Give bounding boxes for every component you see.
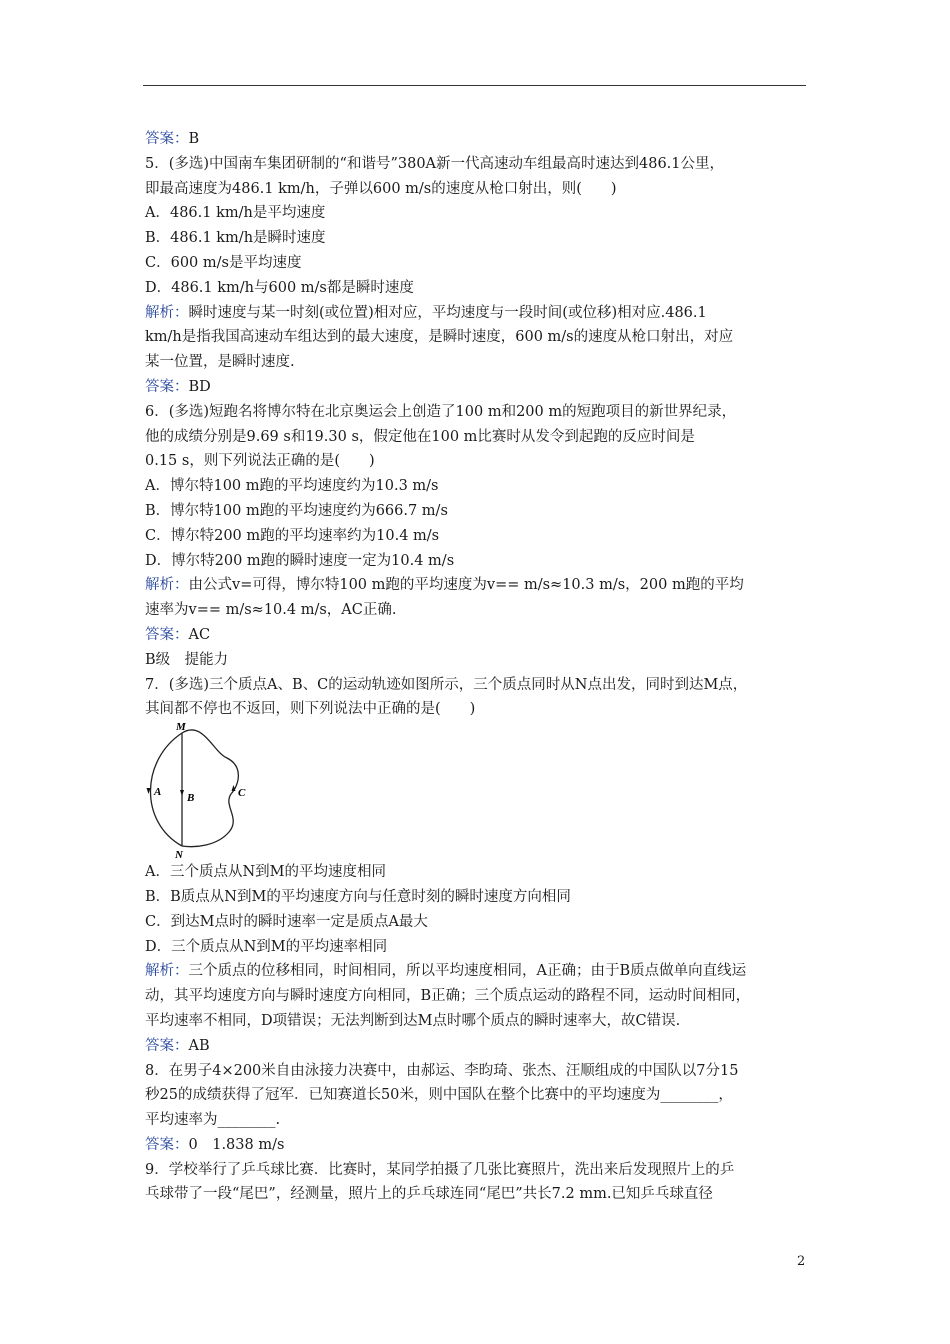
line-text: D．博尔特200 m跑的瞬时速度一定为10.4 m/s — [145, 552, 455, 569]
label-n: N — [175, 849, 183, 861]
header-rule — [143, 85, 806, 86]
text-line — [145, 325, 813, 350]
arrow-b-icon — [180, 790, 184, 796]
line-text: A．486.1 km/h是平均速度 — [145, 205, 326, 222]
text-line — [145, 524, 813, 549]
text-line — [145, 1108, 813, 1133]
text-line — [145, 1009, 813, 1034]
text-line — [145, 885, 813, 910]
line-text: 由公式v=可得，博尔特100 m跑的平均速度为v== m/s≈10.3 m/s，200 m跑的平均 — [188, 577, 744, 594]
text-line — [145, 623, 813, 648]
line-label: 解析： — [145, 963, 189, 980]
line-text: 8．在男子4×200米自由泳接力决赛中，由郝运、李昀琦、张杰、汪顺组成的中国队以7分15 — [145, 1062, 739, 1079]
text-line — [145, 375, 813, 400]
text-line — [145, 350, 813, 375]
line-text: 0 1.838 m/s — [188, 1136, 285, 1153]
label-b: B — [187, 792, 195, 805]
text-line — [145, 449, 813, 474]
text-line — [145, 959, 813, 984]
text-line — [145, 860, 813, 885]
line-text: 6．(多选)短跑名将博尔特在北京奥运会上创造了100 m和200 m的短跑项目的新世界纪录， — [145, 403, 737, 420]
line-text: B．486.1 km/h是瞬时速度 — [145, 230, 326, 247]
text-line — [145, 1133, 813, 1158]
line-label: 答案： — [145, 131, 189, 147]
line-text: BD — [188, 378, 211, 395]
text-line — [145, 177, 813, 202]
label-m: M — [176, 722, 186, 734]
text-line — [145, 1182, 813, 1207]
text-line — [145, 1083, 813, 1108]
text-line — [145, 474, 813, 499]
line-text: 9．学校举行了乒乓球比赛．比赛时，某同学拍摄了几张比赛照片，洗出来后发现照片上的乒 — [145, 1161, 735, 1178]
text-line — [145, 935, 813, 960]
line-text: B．博尔特100 m跑的平均速度约为666.7 m/s — [145, 502, 448, 519]
text-line — [145, 251, 813, 276]
text-line — [145, 984, 813, 1009]
line-text: AC — [188, 626, 211, 643]
text-line — [145, 425, 813, 450]
line-text: 即最高速度为486.1 km/h，子弹以600 m/s的速度从枪口射出，则( ) — [145, 180, 617, 197]
line-text: km/h是指我国高速动车组达到的最大速度，是瞬时速度，600 m/s的速度从枪口射出，对应 — [145, 329, 734, 346]
figure-container — [145, 722, 813, 860]
line-label: 答案： — [145, 626, 189, 643]
line-label: 解析： — [145, 304, 189, 321]
text-line — [145, 1059, 813, 1084]
line-label: 答案： — [145, 1136, 189, 1153]
text-line — [145, 573, 813, 598]
line-text: B — [188, 131, 200, 147]
line-text: 速率为v== m/s≈10.4 m/s，AC正确. — [145, 602, 397, 619]
label-c: C — [238, 787, 246, 800]
text-line — [145, 673, 813, 698]
path-c-curve — [182, 730, 238, 847]
text-line — [145, 400, 813, 425]
line-text: A．博尔特100 m跑的平均速度约为10.3 m/s — [145, 478, 439, 495]
line-label: 答案： — [145, 378, 189, 395]
line-text: B级 提能力 — [145, 651, 229, 668]
line-text: C．到达M点时的瞬时速率一定是质点A最大 — [145, 913, 428, 930]
text-line — [145, 697, 813, 722]
text-line — [145, 1034, 813, 1059]
text-line — [145, 499, 813, 524]
line-text: 他的成绩分别是9.69 s和19.30 s，假定他在100 m比赛时从发令到起跑的反应时间是 — [145, 428, 695, 445]
text-line — [145, 152, 813, 177]
line-text: 平均速率为________. — [145, 1112, 281, 1129]
line-text: 5．(多选)中国南车集团研制的“和谐号”380A新一代高速动车组最高时速达到486.1公里， — [145, 155, 725, 172]
line-label: 解析： — [145, 577, 189, 594]
document-body — [145, 127, 813, 1207]
text-line — [145, 648, 813, 673]
trajectory-diagram — [145, 722, 285, 860]
line-text: C．600 m/s是平均速度 — [145, 254, 302, 271]
line-text: 乓球带了一段“尾巴”，经测量，照片上的乒乓球连同“尾巴”共长7.2 mm.已知乒乓球直径 — [145, 1186, 713, 1203]
line-text: AB — [188, 1037, 210, 1054]
line-text: C．博尔特200 m跑的平均速率约为10.4 m/s — [145, 527, 440, 544]
line-text: 动，其平均速度方向与瞬时速度方向相同，B正确；三个质点运动的路程不同，运动时间相同， — [145, 988, 751, 1005]
text-line — [145, 598, 813, 623]
line-text: 三个质点的位移相同，时间相同，所以平均速度相同，A正确；由于B质点做单向直线运 — [188, 963, 747, 980]
label-a: A — [154, 786, 162, 799]
page-number: 2 — [797, 1254, 806, 1269]
line-text: D．486.1 km/h与600 m/s都是瞬时速度 — [145, 279, 414, 296]
text-line — [145, 910, 813, 935]
line-text: 7．(多选)三个质点A、B、C的运动轨迹如图所示，三个质点同时从N点出发，同时到达M点， — [145, 676, 748, 693]
line-label: 答案： — [145, 1037, 189, 1054]
line-text: B．B质点从N到M的平均速度方向与任意时刻的瞬时速度方向相同 — [145, 888, 571, 905]
text-line — [145, 226, 813, 251]
text-line — [145, 549, 813, 574]
line-text: 某一位置，是瞬时速度. — [145, 354, 295, 371]
line-text: 平均速率不相同，D项错误；无法判断到达M点时哪个质点的瞬时速率大，故C错误. — [145, 1012, 681, 1029]
text-line — [145, 276, 813, 301]
line-text: A．三个质点从N到M的平均速度相同 — [145, 864, 387, 881]
line-text: 其间都不停也不返回，则下列说法中正确的是( ) — [145, 701, 476, 718]
text-line — [145, 301, 813, 326]
text-line — [145, 1158, 813, 1183]
line-text: 瞬时速度与某一时刻(或位置)相对应，平均速度与一段时间(或位移)相对应.486.1 — [188, 304, 707, 321]
text-line — [145, 201, 813, 226]
text-line — [145, 127, 813, 152]
line-text: 0.15 s，则下列说法正确的是( ) — [145, 453, 375, 470]
line-text: 秒25的成绩获得了冠军．已知赛道长50米，则中国队在整个比赛中的平均速度为________， — [145, 1087, 733, 1104]
line-text: D．三个质点从N到M的平均速率相同 — [145, 938, 388, 955]
